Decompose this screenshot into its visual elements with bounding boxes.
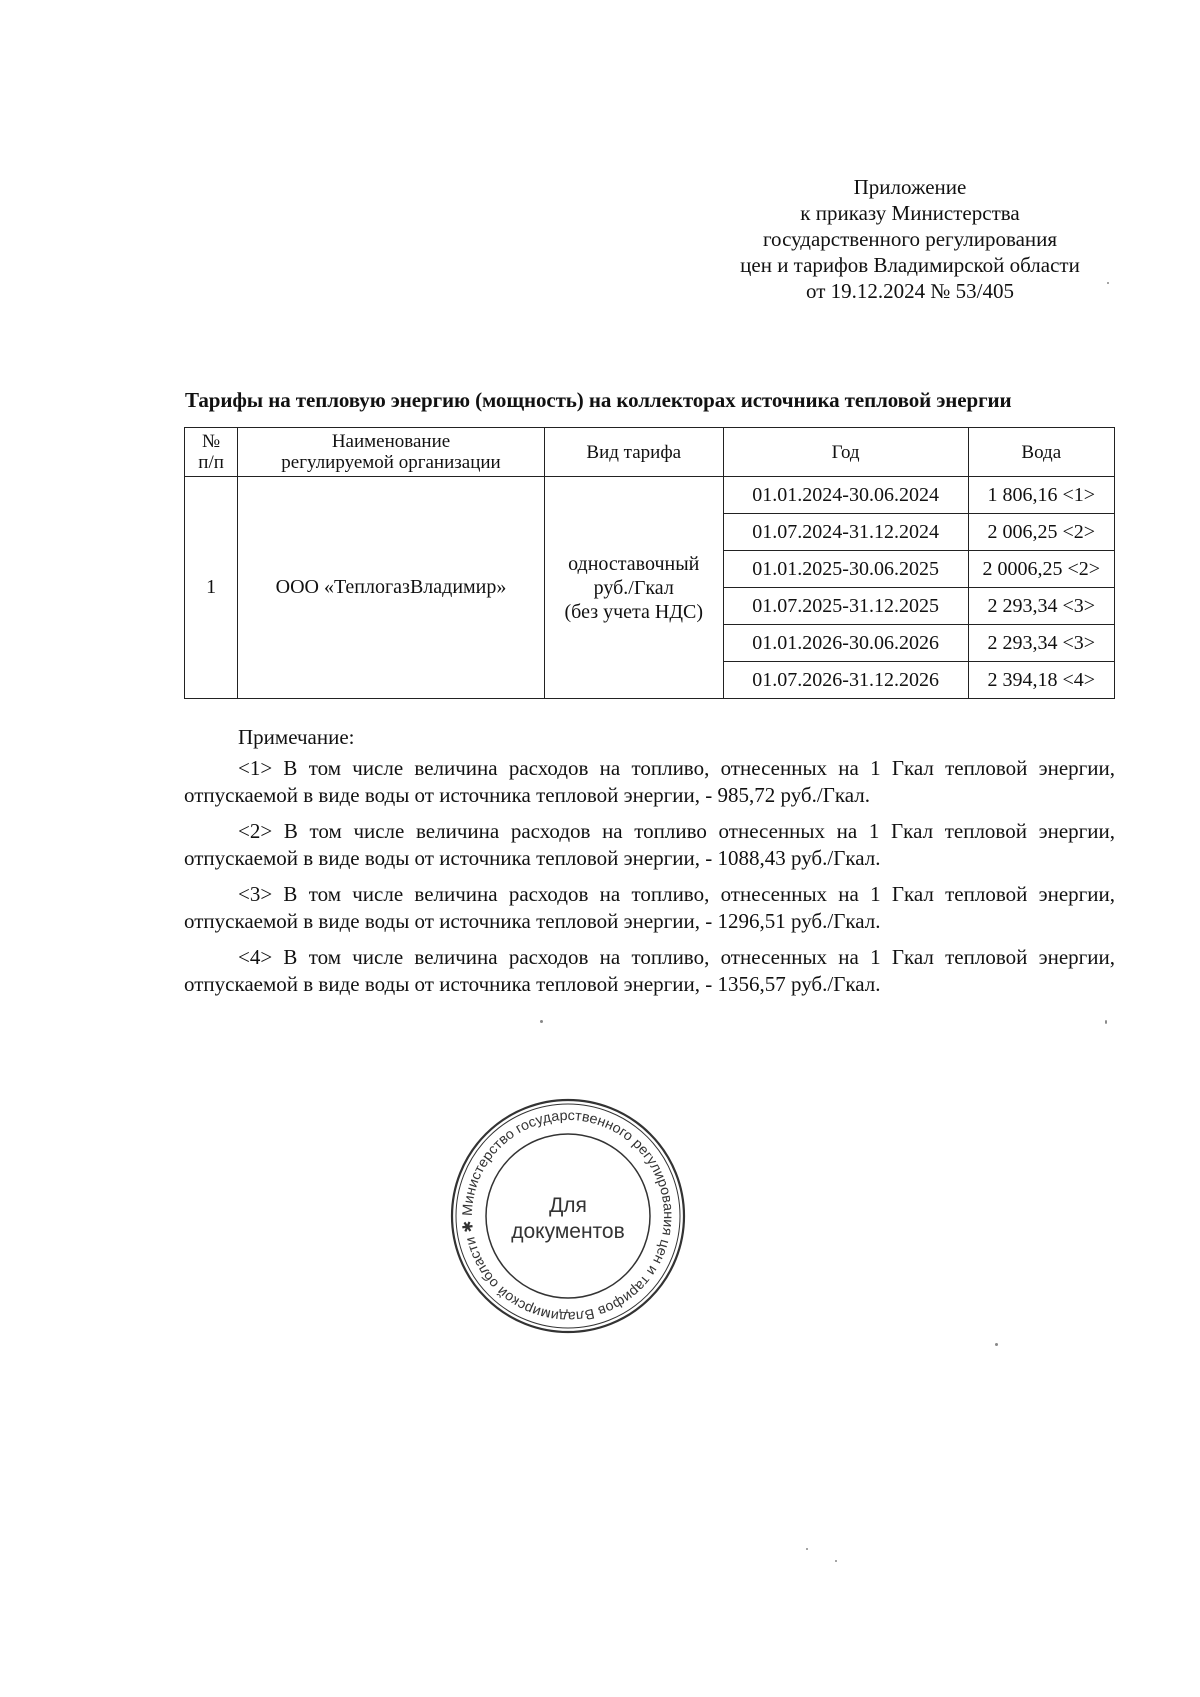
note-item: <2> В том числе величина расходов на топливо отнесенных на 1 Гкал тепловой энергии, отпускаемой в виде воды от источника тепловой энергии, - 1088,43 руб./Гкал. [184, 819, 1115, 870]
water-value-cell: 2 0006,25 <2> [968, 551, 1114, 588]
tariff-type-line: (без учета НДС) [564, 600, 703, 623]
header-tariff-type: Вид тарифа [544, 428, 723, 477]
appendix-line: от 19.12.2024 № 53/405 [805, 279, 1015, 303]
appendix-header [700, 174, 1120, 304]
note-item: <3> В том числе величина расходов на топливо, отнесенных на 1 Гкал тепловой энергии, отпускаемой в виде воды от источника тепловой энергии, - 1296,51 руб./Гкал. [184, 882, 1115, 933]
tariff-type-line: одноставочный [568, 552, 700, 575]
period-cell: 01.07.2026-31.12.2026 [723, 662, 968, 699]
period-cell: 01.07.2024-31.12.2024 [723, 514, 968, 551]
scan-speck [540, 1020, 543, 1023]
table-header-row [185, 428, 1115, 477]
official-stamp [448, 1096, 688, 1336]
appendix-line: к приказу Министерства [800, 201, 1020, 225]
header-year: Год [723, 428, 968, 477]
header-num-line2: п/п [198, 452, 224, 473]
water-value-cell: 1 806,16 <1> [968, 477, 1114, 514]
scan-speck [835, 1560, 837, 1562]
header-org [238, 428, 545, 477]
row-num: 1 [185, 477, 238, 699]
header-water: Вода [968, 428, 1114, 477]
tariff-type-line: руб./Гкал [593, 576, 674, 599]
scan-speck [1105, 1020, 1107, 1024]
tariff-table [184, 427, 1115, 699]
period-cell: 01.07.2025-31.12.2025 [723, 588, 968, 625]
header-org-line1: Наименование [331, 431, 451, 452]
water-value-cell: 2 293,34 <3> [968, 588, 1114, 625]
organization-name: ООО «ТеплогазВладимир» [238, 477, 545, 699]
stamp-center-line1: Для [549, 1194, 587, 1217]
water-value-cell: 2 394,18 <4> [968, 662, 1114, 699]
scan-speck [995, 1343, 998, 1346]
notes-heading: Примечание: [238, 725, 355, 749]
period-cell: 01.01.2026-30.06.2026 [723, 625, 968, 662]
header-org-line2: регулируемой организации [281, 452, 501, 473]
appendix-line: цен и тарифов Владимирской области [740, 253, 1080, 277]
table-row [185, 477, 1115, 514]
scan-speck [1107, 282, 1109, 284]
scan-speck [806, 1548, 808, 1550]
period-cell: 01.01.2024-30.06.2024 [723, 477, 968, 514]
tariff-type [544, 477, 723, 699]
notes-section [184, 724, 1115, 1007]
stamp-center-line2: документов [511, 1220, 625, 1243]
appendix-line: Приложение [853, 175, 967, 199]
water-value-cell: 2 293,34 <3> [968, 625, 1114, 662]
period-cell: 01.01.2025-30.06.2025 [723, 551, 968, 588]
header-num [185, 428, 238, 477]
note-item: <4> В том числе величина расходов на топливо, отнесенных на 1 Гкал тепловой энергии, отпускаемой в виде воды от источника тепловой энергии, - 1356,57 руб./Гкал. [184, 945, 1115, 996]
note-item: <1> В том числе величина расходов на топливо, отнесенных на 1 Гкал тепловой энергии, отпускаемой в виде воды от источника тепловой энергии, - 985,72 руб./Гкал. [184, 756, 1115, 807]
appendix-line: государственного регулирования [762, 227, 1058, 251]
water-value-cell: 2 006,25 <2> [968, 514, 1114, 551]
stamp-ring-textpath: Министерство государственного регулирования цен и тарифов Владимирской области ✱ [458, 1106, 678, 1326]
header-num-line1: № [202, 431, 221, 452]
document-title: Тарифы на тепловую энергию (мощность) на коллекторах источника тепловой энергии [185, 388, 1012, 412]
